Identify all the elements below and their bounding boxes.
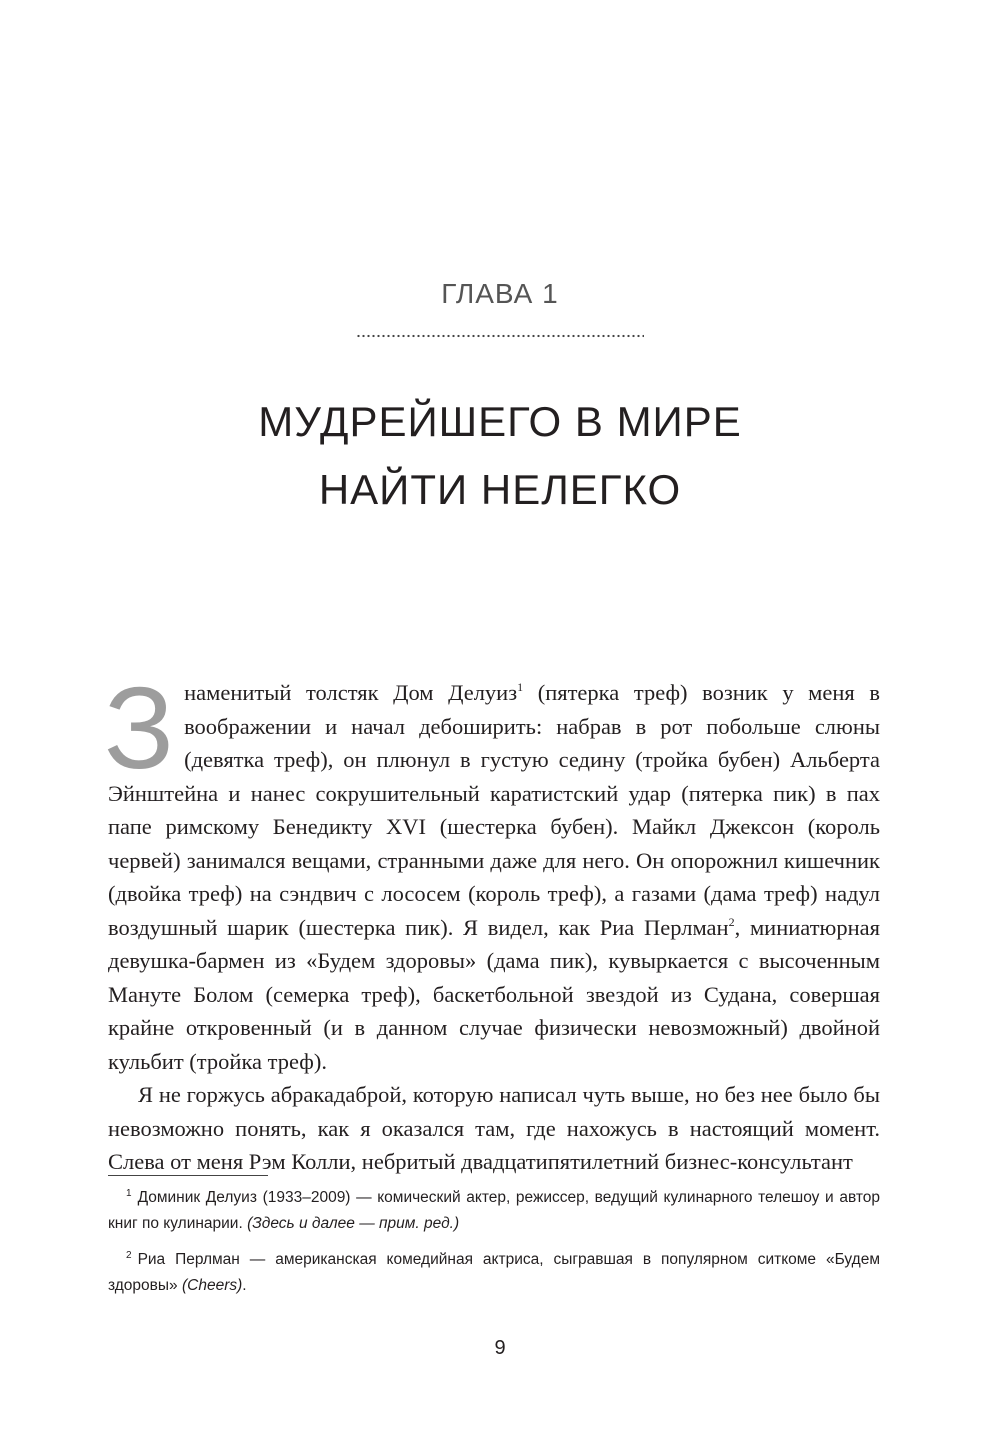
drop-cap: З bbox=[104, 663, 175, 793]
footnote-2-number: 2 bbox=[126, 1250, 132, 1261]
footnote-1 bbox=[108, 1185, 880, 1237]
footnote-2-italic: (Cheers) bbox=[181, 1277, 243, 1294]
footnote-2-text: Риа Перлман — американская комедийная актриса, сыгравшая в популярном ситкоме «Будем здоровы» bbox=[108, 1251, 880, 1294]
footnote-ref-2: 2 bbox=[728, 914, 735, 929]
paragraph-1 bbox=[104, 663, 880, 1078]
paragraph-1-part-b: (пятерка треф) возник у меня в воображении и начал дебоширить: набрав в рот побольше слюны (девятка треф), он плюнул в густую седину (тройка бубен) Альберта Эйнштейна и нанес сокрушительный каратистский удар (пятерка пик) в пах папе римскому Бенедикту XVI (шестерка бубен). Майкл Джексон (король червей) занимался вещами, странными даже для него. Он опорожнил кишечник (двойка треф) на сэндвич с лососем (король треф), а газами (дама треф) надул воздушный шарик (шестерка пик). Я видел, как Риа Перлман bbox=[108, 680, 880, 940]
footnotes bbox=[108, 1185, 880, 1309]
footnote-1-text: Доминик Делуиз (1933–2009) — комический актер, режиссер, ведущий кулинарного телешоу и автор книг по кулинарии. bbox=[108, 1189, 880, 1232]
page-number: 9 bbox=[494, 1337, 506, 1359]
footnote-1-number: 1 bbox=[126, 1188, 132, 1199]
footnote-rule bbox=[108, 1175, 268, 1176]
footnote-1-italic: (Здесь и далее — прим. ред.) bbox=[247, 1215, 460, 1232]
footnote-2-after: . bbox=[242, 1277, 247, 1294]
footnote-ref-1: 1 bbox=[517, 680, 524, 694]
footnote-2 bbox=[108, 1247, 880, 1299]
dotted-divider bbox=[356, 334, 644, 338]
paragraph-1-part-c: , миниатюрная девушка-бармен из «Будем здоровы» (дама пик), кувыркается с высоченным Мануте Болом (семерка треф), баскетбольной звездой из Судана, совершая крайне откровенный (и в данном случае физически невозможный) двойной кульбит (тройка треф). bbox=[108, 914, 880, 1074]
chapter-title-line-2: НАЙТИ НЕЛЕГКО bbox=[318, 466, 682, 513]
body-text bbox=[104, 663, 880, 1179]
paragraph-1-part-a: наменитый толстяк Дом Делуиз bbox=[184, 680, 518, 705]
chapter-title-line-1: МУДРЕЙШЕГО В МИРЕ bbox=[258, 398, 742, 445]
chapter-label: ГЛАВА 1 bbox=[441, 278, 559, 309]
chapter-title bbox=[0, 388, 1000, 524]
paragraph-2: Я не горжусь абракадаброй, которую написал чуть выше, но без нее было бы невозможно понять, как я оказался там, где нахожусь в настоящий момент. Слева от меня Рэм Колли, небритый двадцатипятилетний бизнес-консультант bbox=[108, 1082, 880, 1174]
